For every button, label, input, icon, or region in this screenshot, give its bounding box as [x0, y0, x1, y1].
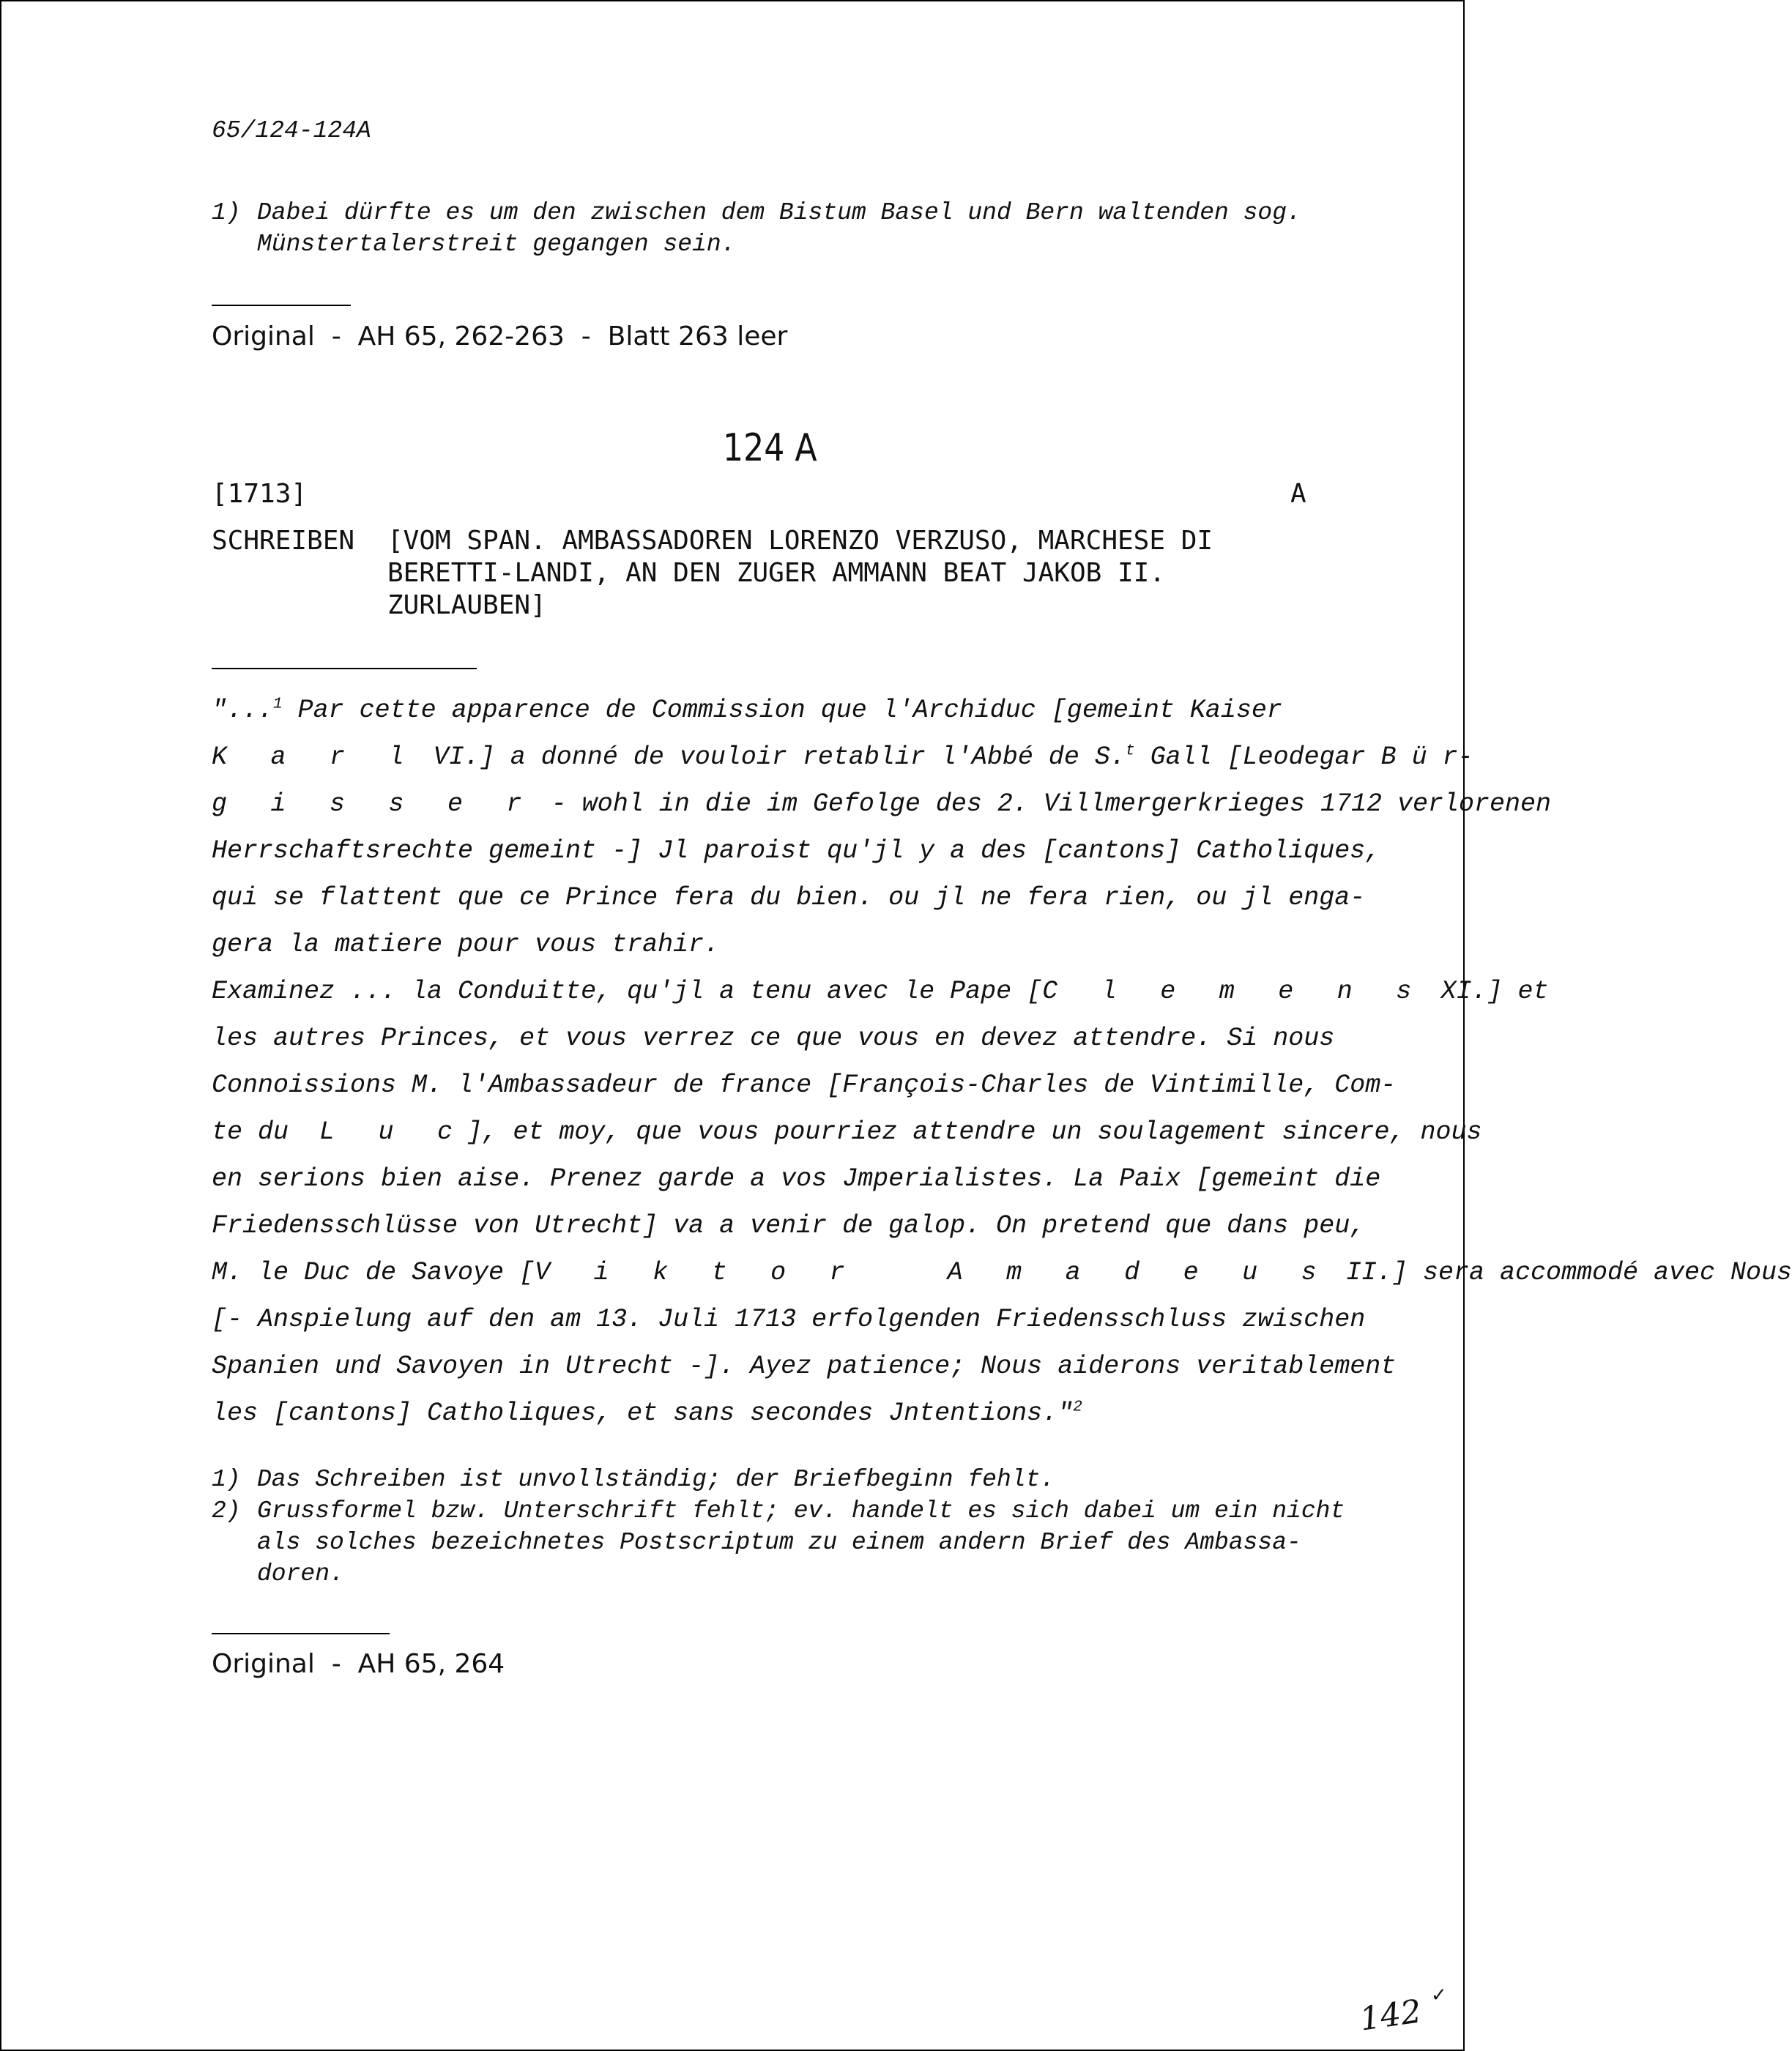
letter-line: te du L u c], et moy, que vous pourriez attendre un soulagement sincere, nous	[212, 1117, 1482, 1147]
letter-line: Examinez ... la Conduitte, qu'jl a tenu avec le Pape [C l e m e n s XI.] et	[212, 977, 1549, 1006]
footnote-ref: 2	[1073, 1399, 1082, 1416]
document-type-letter: A	[1290, 479, 1306, 509]
closing-quote: "	[1057, 1399, 1074, 1428]
letter-line: gera la matiere pour vous trahir.	[212, 930, 720, 959]
title-line: [VOM SPAN. AMBASSADOREN LORENZO VERZUSO, MARCHESE DI	[387, 526, 1213, 556]
letter-line: [- Anspielung auf den am 13. Juli 1713 erfolgenden Friedensschluss zwischen	[212, 1305, 1366, 1334]
letter-line: Herrschaftsrechte gemeint -] Jl paroist qu'jl y a des [cantons] Catholiques,	[212, 836, 1381, 866]
letter-line: les autres Princes, et vous verrez ce que vous en devez attendre. Si nous	[212, 1024, 1335, 1053]
footnote-prev-number: 1)	[212, 199, 241, 226]
letter-line: les [cantons] Catholiques, et sans secondes Jntentions."$^2$	[212, 1399, 1082, 1428]
document-number: 124 A	[723, 426, 817, 470]
opening-quote: "...	[212, 696, 274, 725]
separator-rule	[212, 1633, 390, 1634]
letter-line: Connoissions M. l'Ambassadeur de france [François-Charles de Vintimille, Com-	[212, 1071, 1397, 1100]
footnote-prev-line: Münstertalerstreit gegangen sein.	[257, 231, 736, 258]
source-note: Original - AH 65, 264	[212, 1649, 505, 1679]
separator-rule	[212, 305, 351, 306]
letter-line: M. le Duc de Savoye [V i k t o r A m a d e u s II.] sera accommodé avec Nous	[212, 1258, 1792, 1287]
footnote-line: Grussformel bzw. Unterschrift fehlt; ev. handelt es sich dabei um ein nicht	[257, 1497, 1345, 1525]
title-lead: SCHREIBEN	[212, 526, 355, 556]
title-line: ZURLAUBEN]	[387, 590, 546, 620]
source-note-prev: Original - AH 65, 262-263 - Blatt 263 leer	[212, 321, 788, 351]
letter-line: K a r l VI.] a donné de vouloir retablir l'Abbé de S.$^t$ Gall [Leodegar B ü r-	[212, 742, 1473, 772]
page-number: 142	[1357, 1992, 1424, 2039]
footnote-ref: 1	[273, 696, 283, 713]
footnote-number: 1)	[212, 1466, 241, 1493]
letter-line: qui se flattent que ce Prince fera du bien. ou jl ne fera rien, ou jl enga-	[212, 883, 1366, 912]
letter-line: g i s s e r - wohl in die im Gefolge des 2. Villmergerkrieges 1712 verlorenen	[212, 789, 1552, 819]
letter-line: "...$^1$ Par cette apparence de Commission que l'Archiduc [gemeint Kaiser	[212, 696, 1282, 725]
letter-line: en serions bien aise. Prenez garde a vos Jmperialistes. La Paix [gemeint die	[212, 1164, 1381, 1194]
header-reference: 65/124-124A	[212, 117, 371, 144]
footnote-line: doren.	[257, 1560, 344, 1587]
letter-line: Friedensschlüsse von Utrecht] va a venir de galop. On pretend que dans peu,	[212, 1211, 1366, 1240]
footnote-number: 2)	[212, 1497, 241, 1525]
footnote-prev-line: Dabei dürfte es um den zwischen dem Bistum Basel und Bern waltenden sog.	[257, 199, 1301, 226]
footnote-line: als solches bezeichnetes Postscriptum zu einem andern Brief des Ambassa-	[257, 1529, 1301, 1556]
check-mark-icon: ✓	[1431, 1984, 1447, 2006]
footnote-line: Das Schreiben ist unvollständig; der Briefbeginn fehlt.	[257, 1466, 1055, 1493]
document-date: [1713]	[212, 479, 308, 509]
letter-line: Spanien und Savoyen in Utrecht -]. Ayez patience; Nous aiderons veritablement	[212, 1352, 1397, 1381]
title-line: BERETTI-LANDI, AN DEN ZUGER AMMANN BEAT JAKOB II.	[387, 558, 1166, 588]
separator-rule	[212, 668, 477, 669]
